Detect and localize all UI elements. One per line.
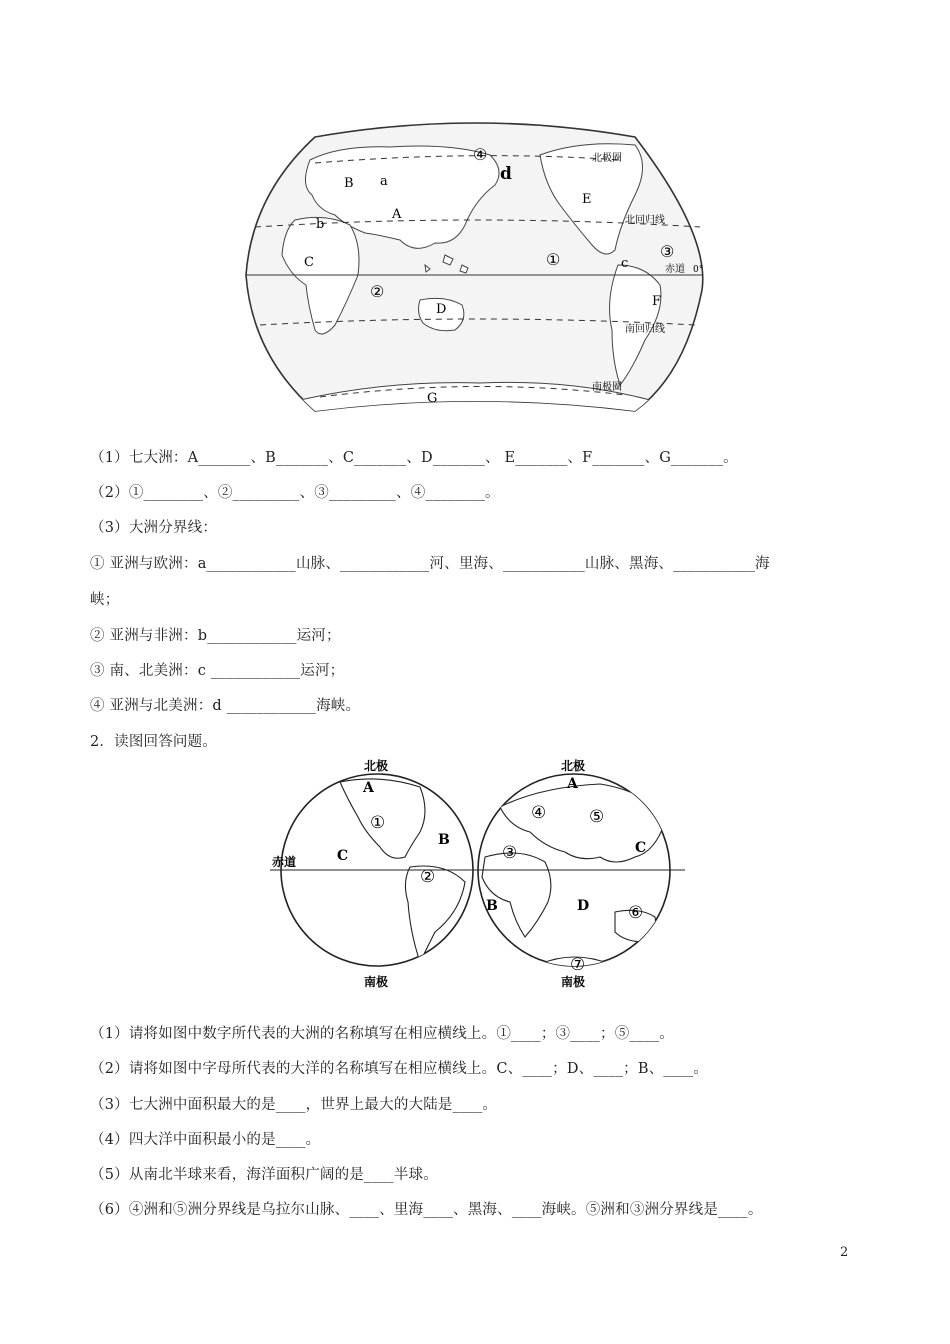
west-label-A: A	[363, 780, 374, 796]
continent-letter-D: D	[436, 302, 447, 317]
continent-letter-G: G	[427, 391, 438, 406]
q1-line-3: （3）大洲分界线：	[90, 520, 218, 536]
hemisphere-map	[270, 752, 685, 992]
east-label-5: ⑤	[589, 807, 605, 827]
q2-line-4: （4）四大洋中面积最小的是____。	[90, 1132, 321, 1148]
ocean-number-1: ①	[546, 250, 561, 269]
ocean-number-4: ④	[473, 145, 488, 164]
east-label-A: A	[567, 776, 578, 792]
q2-line-3: （3）七大洲中面积最大的是____，世界上最大的大陆是____。	[90, 1097, 498, 1113]
west-north-pole: 北极	[364, 759, 389, 773]
tropic-s-label: 南回归线	[625, 324, 665, 335]
world-map-1	[240, 115, 710, 420]
boundary-letter-c: c	[621, 256, 629, 271]
boundary-letter-a: a	[380, 174, 388, 189]
antarctic-label: 南极圈	[592, 382, 622, 393]
continent-letter-E: E	[582, 192, 592, 207]
q2-line-6: （6）④洲和⑤洲分界线是乌拉尔山脉、____、里海____、黑海、____海峡。⑤洲和③洲分界线是____。	[90, 1202, 763, 1218]
equator-label-2: 赤道	[272, 855, 297, 869]
east-label-C: C	[635, 840, 647, 856]
west-label-B: B	[438, 832, 450, 848]
west-label-C: C	[337, 848, 349, 864]
east-label-3: ③	[502, 843, 518, 863]
q2-line-5: （5）从南北半球来看，海洋面积广阔的是____半球。	[90, 1167, 438, 1183]
continent-letter-A: A	[392, 207, 402, 222]
west-label-2: ②	[420, 867, 436, 887]
q2-line-1: （1）请将如图中数字所代表的大洲的名称填写在相应横线上。①____；③____；⑤____。	[90, 1026, 674, 1042]
q1-line-7: ③ 南、北美洲：c ____________运河；	[90, 663, 345, 679]
ocean-number-3: ③	[660, 242, 675, 261]
continent-letter-B: B	[344, 176, 354, 191]
east-south-pole: 南极	[561, 975, 586, 989]
q1-line-4: ① 亚洲与欧洲：a____________山脉、____________河、里海、___________山脉、黑海、___________海	[90, 556, 770, 572]
page-number: 2	[840, 1245, 849, 1260]
q2-title: 2．读图回答问题。	[90, 734, 218, 750]
q1-line-2: （2）①________、②_________、③_________、④________。	[90, 485, 500, 501]
equator-label: 赤道	[665, 264, 685, 275]
boundary-letter-b: b	[316, 217, 325, 232]
q1-line-8: ④ 亚洲与北美洲：d ____________海峡。	[90, 698, 361, 714]
west-label-1: ①	[370, 813, 386, 833]
continent-letter-F: F	[652, 294, 662, 309]
equator-deg-label: 0°	[693, 265, 704, 275]
east-label-6: ⑥	[628, 903, 644, 923]
east-label-4: ④	[531, 803, 547, 823]
q2-line-2: （2）请将如图中字母所代表的大洋的名称填写在相应横线上。C、____；D、____；B、____。	[90, 1061, 708, 1077]
ocean-number-2: ②	[370, 282, 385, 301]
boundary-letter-d: d	[500, 164, 512, 184]
east-label-D: D	[577, 898, 590, 914]
continent-letter-C: C	[304, 255, 314, 270]
tropic-n-label: 北回归线	[625, 215, 665, 226]
arctic-label: 北极圈	[592, 153, 622, 164]
q1-line-5: 峡；	[90, 592, 120, 608]
q1-line-6: ② 亚洲与非洲：b____________运河；	[90, 628, 341, 644]
east-north-pole: 北极	[561, 759, 586, 773]
west-south-pole: 南极	[364, 975, 389, 989]
east-label-B: B	[486, 898, 498, 914]
east-label-7: ⑦	[570, 955, 586, 975]
q1-line-1: （1）七大洲：A_______、B_______、C_______、D_______、 E_______、F_______、G_______。	[90, 450, 738, 466]
